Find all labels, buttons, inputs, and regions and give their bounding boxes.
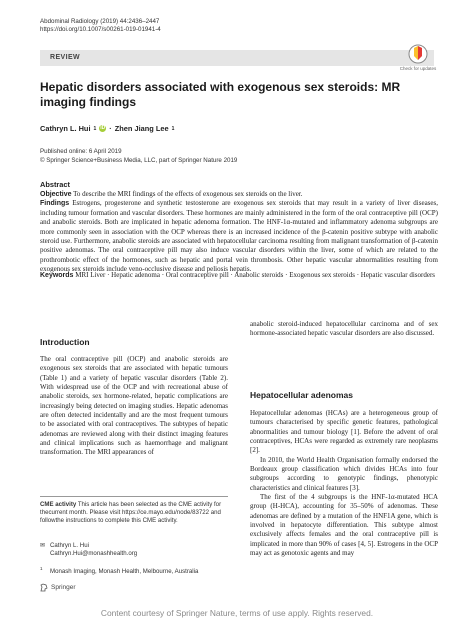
hca-heading: Hepatocellular adenomas [250,390,353,400]
paragraph: In 2010, the World Health Organisation formally endorsed the Bordeaux group classification which divides HCAs into four subgroups according to genotypic findings, phenotypic characteristics and clinical features [3]. [250,455,438,492]
section-label: REVIEW [50,54,81,61]
courtesy-footer: Content courtesy of Springer Nature, terms of use apply. Rights reserved. [100,608,374,618]
publication-info [40,148,237,165]
publisher-name: Springer [51,584,76,591]
abstract-objective [40,190,438,199]
author-name[interactable]: Cathryn L. Hui [40,124,91,133]
cme-label: CME activity [40,501,77,508]
orcid-icon[interactable]: iD [100,125,106,131]
correspondence-name: Cathryn L. Hui [50,542,89,549]
intro-heading: Introduction [40,337,90,347]
cme-note [40,501,228,524]
mail-icon: ✉ [40,542,46,549]
objective-label: Objective [40,191,72,198]
abstract-heading: Abstract [40,180,70,189]
affiliation-mark: 1 [171,125,175,132]
published-date: Published online: 6 April 2019 [40,148,122,155]
abstract-body [40,190,438,275]
correspondence-email[interactable]: Cathryn.Hui@monashhealth.org [50,549,138,557]
paragraph: Hepatocellular adenomas (HCAs) are a heterogeneous group of tumours characterised by specific genetic features, pathological abnormalities and tumour biology [1]. Before the advent of oral contraceptives, HCAs were regarded as extremely rare neoplasms [2]. [250,409,438,455]
hca-body [250,409,438,559]
author-separator: · [109,124,112,133]
article-title: Hepatic disorders associated with exogenous sex steroids: MR imaging findings [40,80,401,109]
author-line [40,124,174,133]
affiliation-mark: 1 [93,125,97,132]
keywords-text: MRI Liver · Hepatic adenoma · Oral contraceptive pill · Anabolic steroids · Exogenous sex steroids · Hepatic vascular disorders [73,271,436,279]
affiliation-text: Monash Imaging, Monash Health, Melbourne, Australia [50,568,199,576]
paragraph: The first of the 4 subgroups is the HNF-1α-mutated HCA group (H-HCA), accounting for 35–50% of adenomas. These adenomas are defined by a mutation of the HNF1A gene, which is involved in hepatocyte differentiation. This subtype almost exclusively affects females and the oral contraceptive pill is implicated in more than 90% of cases [4, 5]. Estrogens in the OCP may act as genotoxic agents and may [250,493,438,558]
journal-citation: Abdominal Radiology (2019) 44:2436–2447 [40,18,160,25]
col2-continuation: anabolic steroid-induced hepatocellular carcinoma and of sex hormone-associated hepatic vascular disorders are also discussed. [250,320,438,338]
correspondence [40,542,137,558]
check-for-updates-icon[interactable] [408,44,428,64]
section-bar [40,50,434,66]
findings-label: Findings [40,200,70,208]
intro-text: The oral contraceptive pill (OCP) and anabolic steroids are exogenous sex steroids that are associated with hepatic tumours (Table 1) and a variety of hepatic vascular disorders (Table 2). With widespread use of the OCP and with recreational abuse of anabolic steroids, sex hormone-related, hepatic complications are increasingly being detected on imaging studies. Hepatic adenomas are often detected incidentally and are the most frequent tumours to be associated with oral contraceptives. The subtypes of hepatic adenomas are reviewed along with their distinct imaging features and clinical implications such as haemorrhage and malignant transformation. The MRI appearances of [40,355,228,457]
author-name[interactable]: Zhen Jiang Lee [114,124,169,133]
objective-text: To describe the MRI findings of the effects of exogenous sex steroids on the liver. [71,190,303,198]
abstract-findings [40,199,438,274]
keywords-label: Keywords [40,272,74,279]
copyright: © Springer Science+Business Media, LLC, part of Springer Nature 2019 [40,156,238,164]
keywords [40,271,438,280]
journal-info [40,18,161,34]
findings-text: Estrogens, progesterone and synthetic testosterone are exogenous sex steroids that may result in a variety of liver diseases, including tumour formation and vascular disorders. These hormones are mainly administered in the form of the oral contraceptive pill (OCP) and anabolic steroids. Both are implicated in hepatic adenoma formation. The HNF-1α-mutated and inflammatory adenoma subgroups are more commonly seen in association with the OCP whereas there is an increased incidence of the β-catenin positive subtype with anabolic steroid use. Furthermore, anabolic steroids are associated with hepatocellular carcinoma resulting from malignant transformation of β-catenin positive adenomas. The oral contraceptive pill may also induce vascular disorders within the liver, some of which are related to the prothrombotic effect of the hormones, such as hepatic and portal vein thrombosis. Other hepatic vascular abnormalities resulting from exogenous sex steroids include veno-occlusive disease and peliosis hepatis. [40,199,438,274]
affiliation [40,566,198,575]
publisher-logo [40,583,76,592]
cme-text: This article has been selected as the CME activity for thecurrent month. Please visit https://ce.mayo.edu/node/83722 and followthe instructions to complete this CME activity. [40,501,222,524]
footnote-divider [40,496,228,497]
springer-horse-icon [40,583,48,592]
affiliation-number: 1 [40,566,43,571]
check-for-updates-label[interactable]: Check for updates [399,66,437,71]
doi-link[interactable]: https://doi.org/10.1007/s00261-019-01941-4 [40,26,161,33]
